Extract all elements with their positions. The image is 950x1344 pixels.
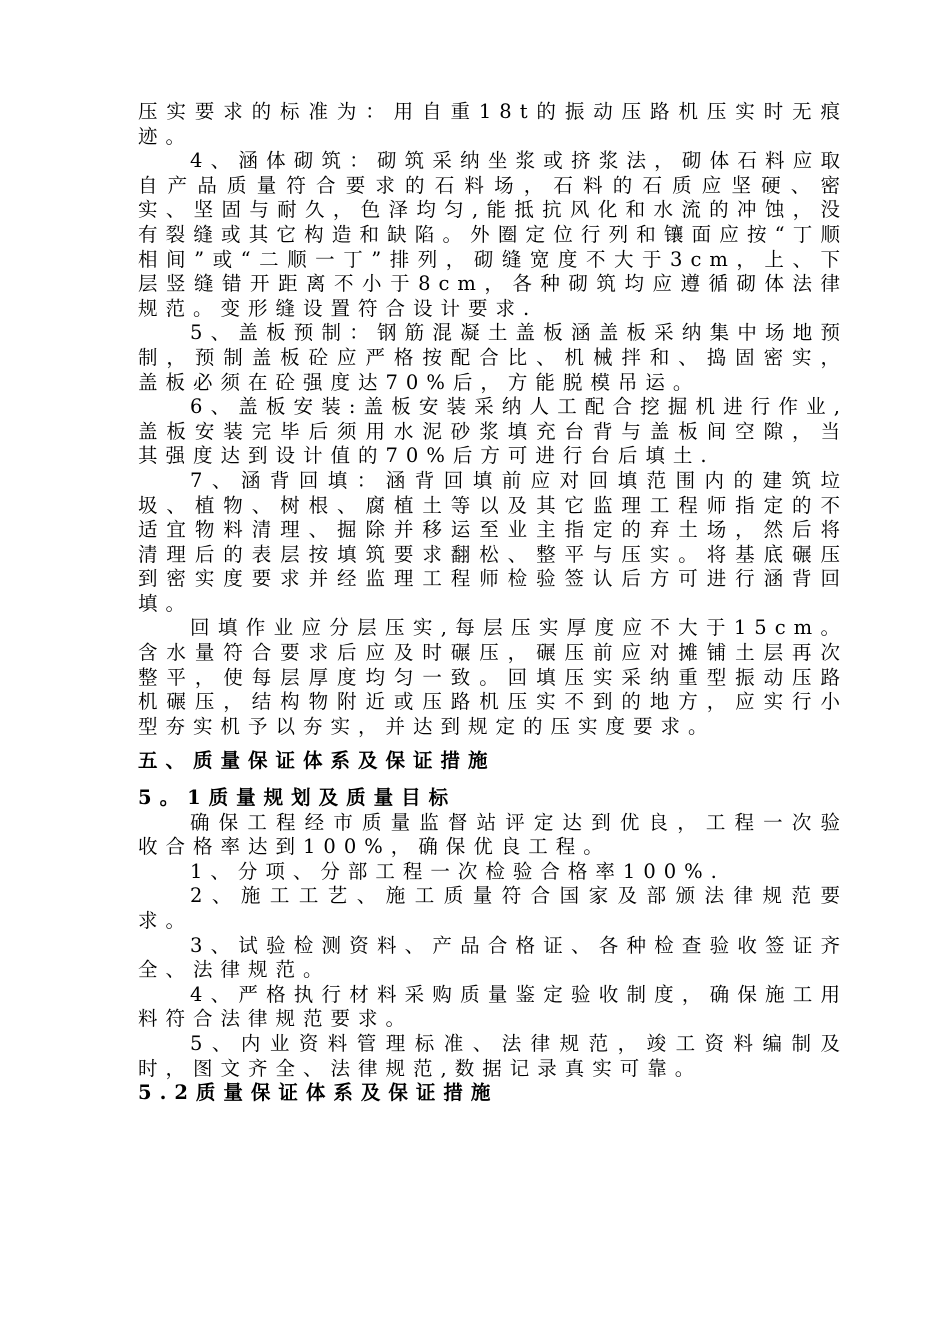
paragraph-culvert-masonry: 4、涵体砌筑：砌筑采纳坐浆或挤浆法，砌体石料应取自产品质量符合要求的石料场，石料的石质应坚硬、密实、坚固与耐久，色泽均匀,能抵抗风化和水流的冲蚀，没有裂缝或其它构造和缺陷。外圈定位行列和镶面应按“丁顺相间”或“二顺一丁”排列，砌缝宽度不大于3cm，上、下层竖缝错开距离不小于8cm，各种砌筑均应遵循砌体法律规范。变形缝设置符合设计要求. <box>138 149 848 320</box>
subheading-quality-planning: 5。1质量规划及质量目标 <box>138 786 457 810</box>
subheading-quality-system: 5.2质量保证体系及保证措施 <box>138 1081 499 1105</box>
list-item-goal-4: 4、严格执行材料采购质量鉴定验收制度，确保施工用料符合法律规范要求。 <box>138 982 848 1031</box>
list-item-goal-1: 1、分项、分部工程一次检验合格率100%. <box>190 859 725 883</box>
paragraph-slab-prefabrication: 5、盖板预制：钢筋混凝土盖板涵盖板采纳集中场地预制，预制盖板砼应严格按配合比、机械拌和、捣固密实，盖板必须在砼强度达70%后，方能脱模吊运。 <box>138 321 848 394</box>
paragraph-quality-goal: 确保工程经市质量监督站评定达到优良，工程一次验收合格率达到100%，确保优良工程。 <box>138 810 848 859</box>
paragraph-backfill: 7、涵背回填：涵背回填前应对回填范围内的建筑垃圾、植物、树根、腐植土等以及其它监理工程师指定的不适宜物料清理、掘除并移运至业主指定的弃土场，然后将清理后的表层按填筑要求翻松、整平与压实。将基底碾压到密实度要求并经监理工程师检验签认后方可进行涵背回填。 <box>138 468 848 615</box>
list-item-goal-3: 3、试验检测资料、产品合格证、各种检查验收签证齐全、法律规范。 <box>138 933 848 982</box>
list-item-goal-5: 5、内业资料管理标准、法律规范，竣工资料编制及时，图文齐全、法律规范,数据记录真实可靠。 <box>138 1031 848 1080</box>
section-heading-quality-assurance: 五、质量保证体系及保证措施 <box>138 749 496 773</box>
paragraph-backfill-compaction: 回填作业应分层压实,每层压实厚度应不大于15cm。含水量符合要求后应及时碾压，碾压前应对摊铺土层再次整平，使每层厚度均匀一致。回填压实采纳重型振动压路机碾压，结构物附近或压路机压实不到的地方，应实行小型夯实机予以夯实，并达到规定的压实度要求。 <box>138 616 848 738</box>
paragraph-compaction-standard: 压实要求的标准为：用自重18t的振动压路机压实时无痕迹。 <box>138 100 848 148</box>
paragraph-slab-installation: 6、盖板安装:盖板安装采纳人工配合挖掘机进行作业,盖板安装完毕后须用水泥砂浆填充台背与盖板间空隙，当其强度达到设计值的70%后方可进行台后填土. <box>138 395 848 468</box>
list-item-goal-2: 2、施工工艺、施工质量符合国家及部颁法律规范要求。 <box>138 884 848 932</box>
document-page <box>138 100 848 1106</box>
